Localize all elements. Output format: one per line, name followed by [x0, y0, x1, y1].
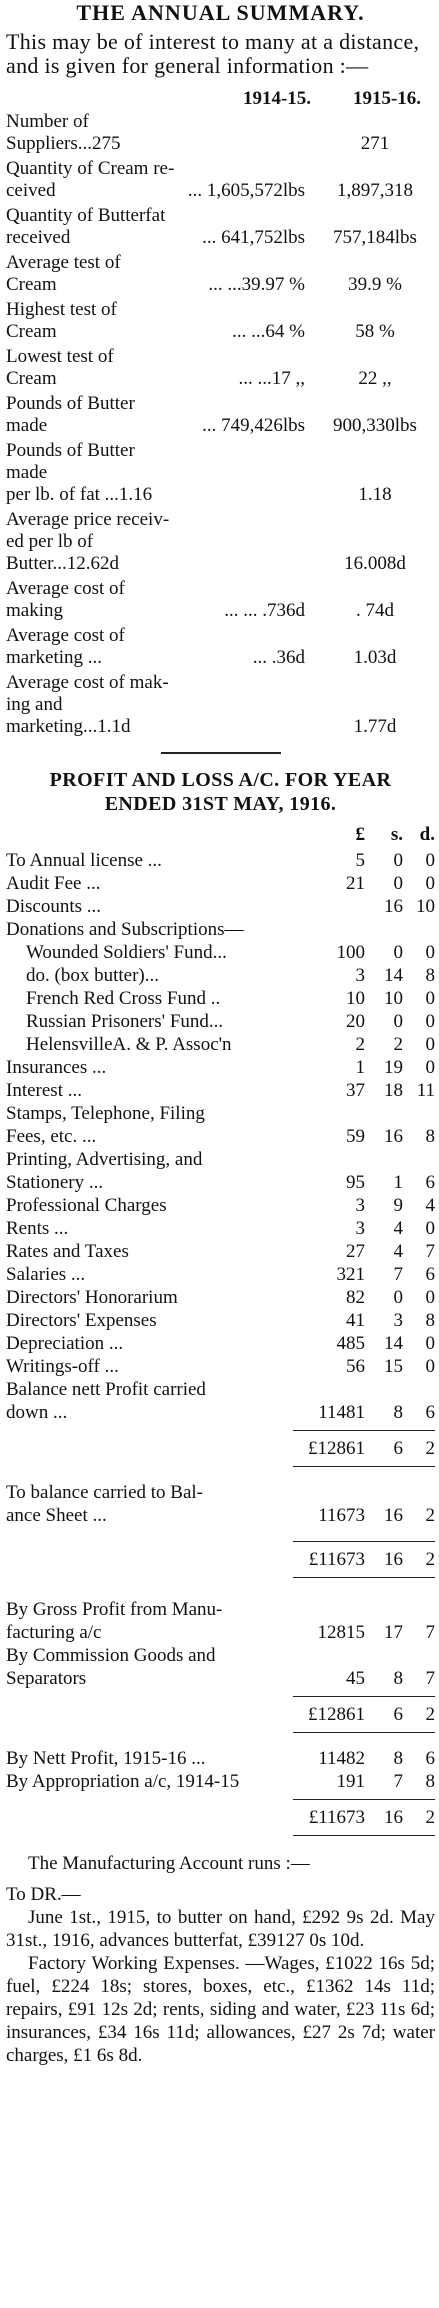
account-row — [6, 964, 435, 987]
pence-value: 6 — [425, 1401, 435, 1423]
account-row — [6, 1079, 435, 1102]
account-row — [6, 1286, 435, 1309]
rule — [293, 1466, 435, 1467]
manufacturing-paragraph-2: Factory Working Expenses. —Wages, £1022 16s 5d; fuel, £224 18s; stores, boxes, etc., £1362 14s 11d; repairs, £91 12s 2d; rents, siding and water, £23 11s 6d; insurances, £34 16s 11d; allowances, £27 2s 7d; water charges, £1 6s 8d. — [6, 1952, 435, 2066]
credit-grand-total-row — [6, 1806, 435, 1829]
account-label-line: Audit Fee ... — [6, 872, 101, 894]
pence-value: 7 — [425, 1667, 435, 1689]
summary-label — [6, 299, 175, 343]
account-row — [6, 1056, 435, 1079]
pence-value: 7 — [425, 1621, 435, 1643]
shillings-value: 8 — [393, 1401, 403, 1423]
pence-value: 0 — [425, 987, 435, 1009]
pounds-value: 2 — [355, 1033, 365, 1055]
balance-pounds: 11673 — [318, 1504, 365, 1526]
shillings-value: 0 — [393, 941, 403, 963]
balance-row — [6, 1481, 435, 1527]
manufacturing-heading: The Manufacturing Account runs :— — [28, 1852, 310, 1874]
shillings-header: s. — [390, 824, 403, 846]
profit-loss-title-line-2: ENDED 31ST MAY, 1916. — [104, 793, 337, 816]
value-1915-16: 757,184lbs — [333, 227, 417, 249]
value-1915-16: 1.03d — [353, 647, 397, 669]
rule — [293, 1541, 435, 1542]
summary-label — [6, 158, 175, 202]
account-label-line: Directors' Honorarium — [6, 1286, 178, 1308]
intro-paragraph: This may be of interest to many at a distance, and is given for general information :— — [6, 29, 420, 79]
account-row — [6, 1148, 435, 1194]
account-label-line: Stamps, Telephone, Filing — [6, 1102, 205, 1124]
pounds-value: 59 — [346, 1125, 365, 1147]
summary-row — [6, 509, 435, 575]
account-label — [6, 987, 295, 1010]
value-1915-16: 1.77d — [353, 716, 397, 738]
credit-grand-total-pence: 2 — [425, 1806, 435, 1828]
value-1915-16: 58 % — [355, 321, 395, 343]
value-1914-15: ... .36d — [252, 647, 305, 669]
total-shillings: 6 — [393, 1437, 403, 1459]
account-label-line: Separators — [6, 1667, 87, 1689]
account-label-line: do. (box butter)... — [26, 964, 159, 986]
account-label-line: facturing a/c — [6, 1621, 102, 1643]
pence-value: 6 — [425, 1171, 435, 1193]
account-label — [6, 1355, 295, 1378]
summary-label — [6, 672, 175, 738]
pounds-value: 10 — [346, 987, 365, 1009]
summary-row — [6, 440, 435, 506]
account-label-line: By Gross Profit from Manu- — [6, 1598, 223, 1620]
shillings-value: 14 — [384, 964, 403, 986]
summary-label — [6, 393, 175, 437]
summary-label-line: Cream — [6, 274, 57, 296]
total-pounds: £12861 — [308, 1437, 365, 1459]
account-label-line: Stationery ... — [6, 1171, 104, 1193]
pounds-value: 21 — [346, 872, 365, 894]
account-label-line: HelensvilleA. & P. Assoc'n — [26, 1033, 232, 1055]
summary-label-line: ed per lb of Butter...12.62d — [6, 531, 119, 575]
value-1915-16: 900,330lbs — [333, 415, 417, 437]
account-label — [6, 1309, 295, 1332]
pence-value: 11 — [416, 1079, 435, 1101]
value-1915-16: 22 ,, — [358, 368, 392, 390]
header-1915-16: 1915-16. — [352, 88, 422, 110]
debit-grand-total-row — [6, 1548, 435, 1571]
pence-value: 0 — [425, 941, 435, 963]
summary-label-line: Highest test of — [6, 299, 117, 321]
value-1915-16: 1.18 — [358, 484, 392, 506]
summary-label-line: Average cost of mak- — [6, 672, 169, 694]
value-1915-16: 16.008d — [344, 553, 406, 575]
account-label-line: Printing, Advertising, and — [6, 1148, 203, 1170]
pounds-value: 1 — [355, 1056, 365, 1078]
shillings-value: 0 — [393, 1010, 403, 1032]
currency-headers — [6, 824, 435, 847]
pence-value: 8 — [425, 1770, 435, 1792]
balance-pence: 2 — [425, 1504, 435, 1526]
account-label — [6, 1644, 295, 1690]
account-label-line: Wounded Soldiers' Fund... — [26, 941, 227, 963]
manufacturing-to-dr: To DR.— — [6, 1883, 81, 1905]
account-row — [6, 1309, 435, 1332]
pounds-value: 12815 — [317, 1621, 365, 1643]
credit-entries — [6, 1598, 435, 1690]
value-1915-16: . 74d — [356, 600, 394, 622]
account-label-line: Russian Prisoners' Fund... — [26, 1010, 224, 1032]
account-label-line: By Nett Profit, 1915-16 ... — [6, 1747, 206, 1769]
shillings-value: 4 — [393, 1240, 403, 1262]
pence-value: 4 — [425, 1194, 435, 1216]
summary-row — [6, 578, 435, 622]
shillings-value: 9 — [393, 1194, 403, 1216]
summary-label-line: ing and marketing...1.1d — [6, 694, 131, 738]
summary-row — [6, 158, 435, 202]
summary-label-line: ceived — [6, 180, 56, 202]
account-label-line: Insurances ... — [6, 1056, 107, 1078]
summary-label-line: received — [6, 227, 71, 249]
balance-shillings: 16 — [384, 1504, 403, 1526]
account-row — [6, 1240, 435, 1263]
account-row — [6, 1010, 435, 1033]
summary-column-headers — [6, 88, 435, 111]
summary-row — [6, 252, 435, 296]
pence-value: 0 — [425, 1033, 435, 1055]
credit-total-row — [6, 1703, 435, 1726]
account-label — [6, 964, 295, 987]
page-title: THE ANNUAL SUMMARY. — [76, 0, 365, 25]
pence-value: 8 — [425, 964, 435, 986]
pence-value: 10 — [416, 895, 435, 917]
pounds-value: 191 — [336, 1770, 365, 1792]
account-label — [6, 1010, 295, 1033]
pence-value: 7 — [425, 1240, 435, 1262]
account-row — [6, 918, 435, 941]
pounds-value: 11481 — [318, 1401, 365, 1423]
pence-value: 6 — [425, 1263, 435, 1285]
value-1914-15: ... ...39.97 % — [208, 274, 305, 296]
summary-row — [6, 625, 435, 669]
pounds-value: 95 — [346, 1171, 365, 1193]
pence-value: 0 — [425, 1056, 435, 1078]
credit-grand-total-shillings: 16 — [384, 1806, 403, 1828]
shillings-value: 19 — [384, 1056, 403, 1078]
value-1914-15: ... ...64 % — [232, 321, 305, 343]
pence-value: 0 — [425, 849, 435, 871]
account-label-line: Salaries ... — [6, 1263, 86, 1285]
account-row — [6, 1355, 435, 1378]
account-label-line: By Commission Goods and — [6, 1644, 216, 1666]
rule — [293, 1799, 435, 1800]
account-label — [6, 1286, 295, 1309]
pence-value: 0 — [425, 1355, 435, 1377]
header-1914-15: 1914-15. — [242, 88, 312, 110]
shillings-value: 8 — [393, 1747, 403, 1769]
credit-total-pounds: £12861 — [308, 1703, 365, 1725]
account-label-line: By Appropriation a/c, 1914-15 — [6, 1770, 240, 1792]
summary-label-line: Average cost of — [6, 625, 125, 647]
credit-total-shillings: 6 — [393, 1703, 403, 1725]
pounds-value: 41 — [346, 1309, 365, 1331]
grand-total-pence: 2 — [425, 1548, 435, 1570]
summary-label-line: Pounds of Butter — [6, 393, 135, 415]
account-row — [6, 872, 435, 895]
account-row — [6, 895, 435, 918]
shillings-value: 16 — [384, 1125, 403, 1147]
shillings-value: 3 — [393, 1309, 403, 1331]
shillings-value: 0 — [393, 872, 403, 894]
summary-label — [6, 346, 175, 390]
pence-header: d. — [419, 824, 435, 846]
summary-label — [6, 252, 175, 296]
summary-label — [6, 205, 175, 249]
pence-value: 8 — [425, 1125, 435, 1147]
account-row — [6, 941, 435, 964]
account-label-line: Rates and Taxes — [6, 1240, 129, 1262]
summary-label-line: Cream — [6, 321, 57, 343]
profit-loss-title — [6, 768, 435, 816]
shillings-value: 8 — [393, 1667, 403, 1689]
pence-value: 0 — [425, 1332, 435, 1354]
pounds-value: 20 — [346, 1010, 365, 1032]
summary-label-line: Quantity of Cream re- — [6, 158, 175, 180]
shillings-value: 1 — [393, 1171, 403, 1193]
summary-row — [6, 393, 435, 437]
value-1915-16: 271 — [360, 133, 390, 155]
pounds-value: 3 — [355, 1194, 365, 1216]
account-label — [6, 1194, 295, 1217]
pence-value: 6 — [425, 1747, 435, 1769]
summary-label-line: per lb. of fat ...1.16 — [6, 484, 153, 506]
account-label-line: Discounts ... — [6, 895, 101, 917]
rule — [293, 1732, 435, 1733]
value-1915-16: 39.9 % — [348, 274, 402, 296]
rule — [293, 1577, 435, 1578]
shillings-value: 17 — [384, 1621, 403, 1643]
account-row — [6, 987, 435, 1010]
summary-label-line: Lowest test of — [6, 346, 114, 368]
value-1915-16: 1,897,318 — [337, 180, 413, 202]
account-row — [6, 1033, 435, 1056]
value-1914-15: ... 749,426lbs — [202, 415, 305, 437]
shillings-value: 2 — [393, 1033, 403, 1055]
debit-entries — [6, 849, 435, 1424]
account-label — [6, 1079, 295, 1102]
pence-value: 0 — [425, 1217, 435, 1239]
account-row — [6, 1644, 435, 1690]
account-label-line: Writings-off ... — [6, 1355, 119, 1377]
summary-label-line: marketing ... — [6, 647, 103, 669]
summary-label — [6, 625, 175, 669]
summary-label-line: Quantity of Butterfat — [6, 205, 166, 227]
credit-total-pence: 2 — [425, 1703, 435, 1725]
pence-value: 0 — [425, 872, 435, 894]
pounds-value: 27 — [346, 1240, 365, 1262]
pounds-value: 3 — [355, 964, 365, 986]
account-label — [6, 1378, 295, 1424]
account-label — [6, 1263, 295, 1286]
account-label-line: Balance nett Profit carried — [6, 1378, 206, 1400]
pounds-value: 321 — [336, 1263, 365, 1285]
account-label-line: Rents ... — [6, 1217, 69, 1239]
pounds-value: 11482 — [318, 1747, 365, 1769]
shillings-value: 14 — [384, 1332, 403, 1354]
summary-label-line: Cream — [6, 368, 57, 390]
shillings-value: 4 — [393, 1217, 403, 1239]
credit-entries-2 — [6, 1747, 435, 1793]
pence-value: 8 — [425, 1309, 435, 1331]
account-label — [6, 1747, 295, 1770]
value-1914-15: ... 1,605,572lbs — [187, 180, 305, 202]
account-row — [6, 1598, 435, 1644]
account-label-line: down ... — [6, 1401, 68, 1423]
manufacturing-paragraph-1: June 1st., 1915, to butter on hand, £292 9s 2d. May 31st., 1916, advances butterfat, £39127 0s 10d. — [6, 1906, 435, 1951]
pounds-value: 3 — [355, 1217, 365, 1239]
summary-label-line: making — [6, 600, 63, 622]
summary-label — [6, 440, 175, 506]
pence-value: 0 — [425, 1286, 435, 1308]
account-label — [6, 1770, 295, 1793]
account-row — [6, 1263, 435, 1286]
shillings-value: 7 — [393, 1263, 403, 1285]
summary-label-line: Pounds of Butter made — [6, 440, 135, 484]
account-row — [6, 1102, 435, 1148]
summary-row — [6, 111, 435, 155]
account-label — [6, 1240, 295, 1263]
shillings-value: 18 — [384, 1079, 403, 1101]
account-label — [6, 1598, 295, 1644]
summary-label — [6, 111, 175, 155]
pounds-value: 45 — [346, 1667, 365, 1689]
summary-table — [6, 111, 435, 738]
pounds-value: 82 — [346, 1286, 365, 1308]
account-row — [6, 1194, 435, 1217]
account-label-line: Depreciation ... — [6, 1332, 124, 1354]
account-row — [6, 1332, 435, 1355]
summary-row — [6, 299, 435, 343]
pounds-header: £ — [355, 824, 365, 846]
grand-total-pounds: £11673 — [308, 1548, 365, 1570]
account-label — [6, 895, 295, 918]
account-row — [6, 849, 435, 872]
summary-label — [6, 578, 175, 622]
profit-loss-title-line-1: PROFIT AND LOSS A/C. FOR YEAR — [49, 769, 392, 792]
account-label — [6, 918, 295, 941]
account-label — [6, 1217, 295, 1240]
value-1914-15: ... 641,752lbs — [202, 227, 305, 249]
section-divider — [161, 752, 281, 754]
account-label-line: To Annual license ... — [6, 849, 162, 871]
pounds-value: 56 — [346, 1355, 365, 1377]
shillings-value: 0 — [393, 1286, 403, 1308]
account-label — [6, 1102, 295, 1148]
account-row — [6, 1217, 435, 1240]
credit-grand-total-pounds: £11673 — [308, 1806, 365, 1828]
shillings-value: 0 — [393, 849, 403, 871]
summary-label-line: Average cost of — [6, 578, 125, 600]
account-label-line: Interest ... — [6, 1079, 82, 1101]
summary-row — [6, 672, 435, 738]
pounds-value: 5 — [355, 849, 365, 871]
rule — [293, 1696, 435, 1697]
summary-label-line: made — [6, 415, 48, 437]
shillings-value: 7 — [393, 1770, 403, 1792]
pounds-value: 100 — [336, 941, 365, 963]
account-label-line: French Red Cross Fund .. — [26, 987, 221, 1009]
pounds-value: 485 — [336, 1332, 365, 1354]
shillings-value: 16 — [384, 895, 403, 917]
value-1914-15: ... ... .736d — [224, 600, 305, 622]
account-label — [6, 849, 295, 872]
account-label-line: Donations and Subscriptions— — [6, 918, 244, 940]
pence-value: 0 — [425, 1010, 435, 1032]
account-row — [6, 1747, 435, 1770]
account-label-line: Professional Charges — [6, 1194, 167, 1216]
account-label — [6, 1148, 295, 1194]
account-label — [6, 1056, 295, 1079]
account-row — [6, 1770, 435, 1793]
summary-label-line: Number of Suppliers...275 — [6, 111, 121, 155]
account-label-line: Fees, etc. ... — [6, 1125, 97, 1147]
pounds-value: 37 — [346, 1079, 365, 1101]
value-1914-15: ... ...17 ,, — [238, 368, 305, 390]
summary-row — [6, 346, 435, 390]
rule — [293, 1835, 435, 1836]
account-label — [6, 1033, 295, 1056]
debit-total-row — [6, 1437, 435, 1460]
grand-total-shillings: 16 — [384, 1548, 403, 1570]
summary-label-line: Average test of — [6, 252, 121, 274]
account-label-line: Directors' Expenses — [6, 1309, 157, 1331]
account-row — [6, 1378, 435, 1424]
shillings-value: 15 — [384, 1355, 403, 1377]
summary-label — [6, 509, 175, 575]
total-pence: 2 — [425, 1437, 435, 1459]
summary-row — [6, 205, 435, 249]
account-label — [6, 941, 295, 964]
balance-label-2: ance Sheet ... — [6, 1504, 107, 1526]
account-label — [6, 872, 295, 895]
account-label — [6, 1332, 295, 1355]
balance-label-1: To balance carried to Bal- — [6, 1481, 204, 1503]
summary-label-line: Average price receiv- — [6, 509, 170, 531]
shillings-value: 10 — [384, 987, 403, 1009]
rule — [293, 1430, 435, 1431]
